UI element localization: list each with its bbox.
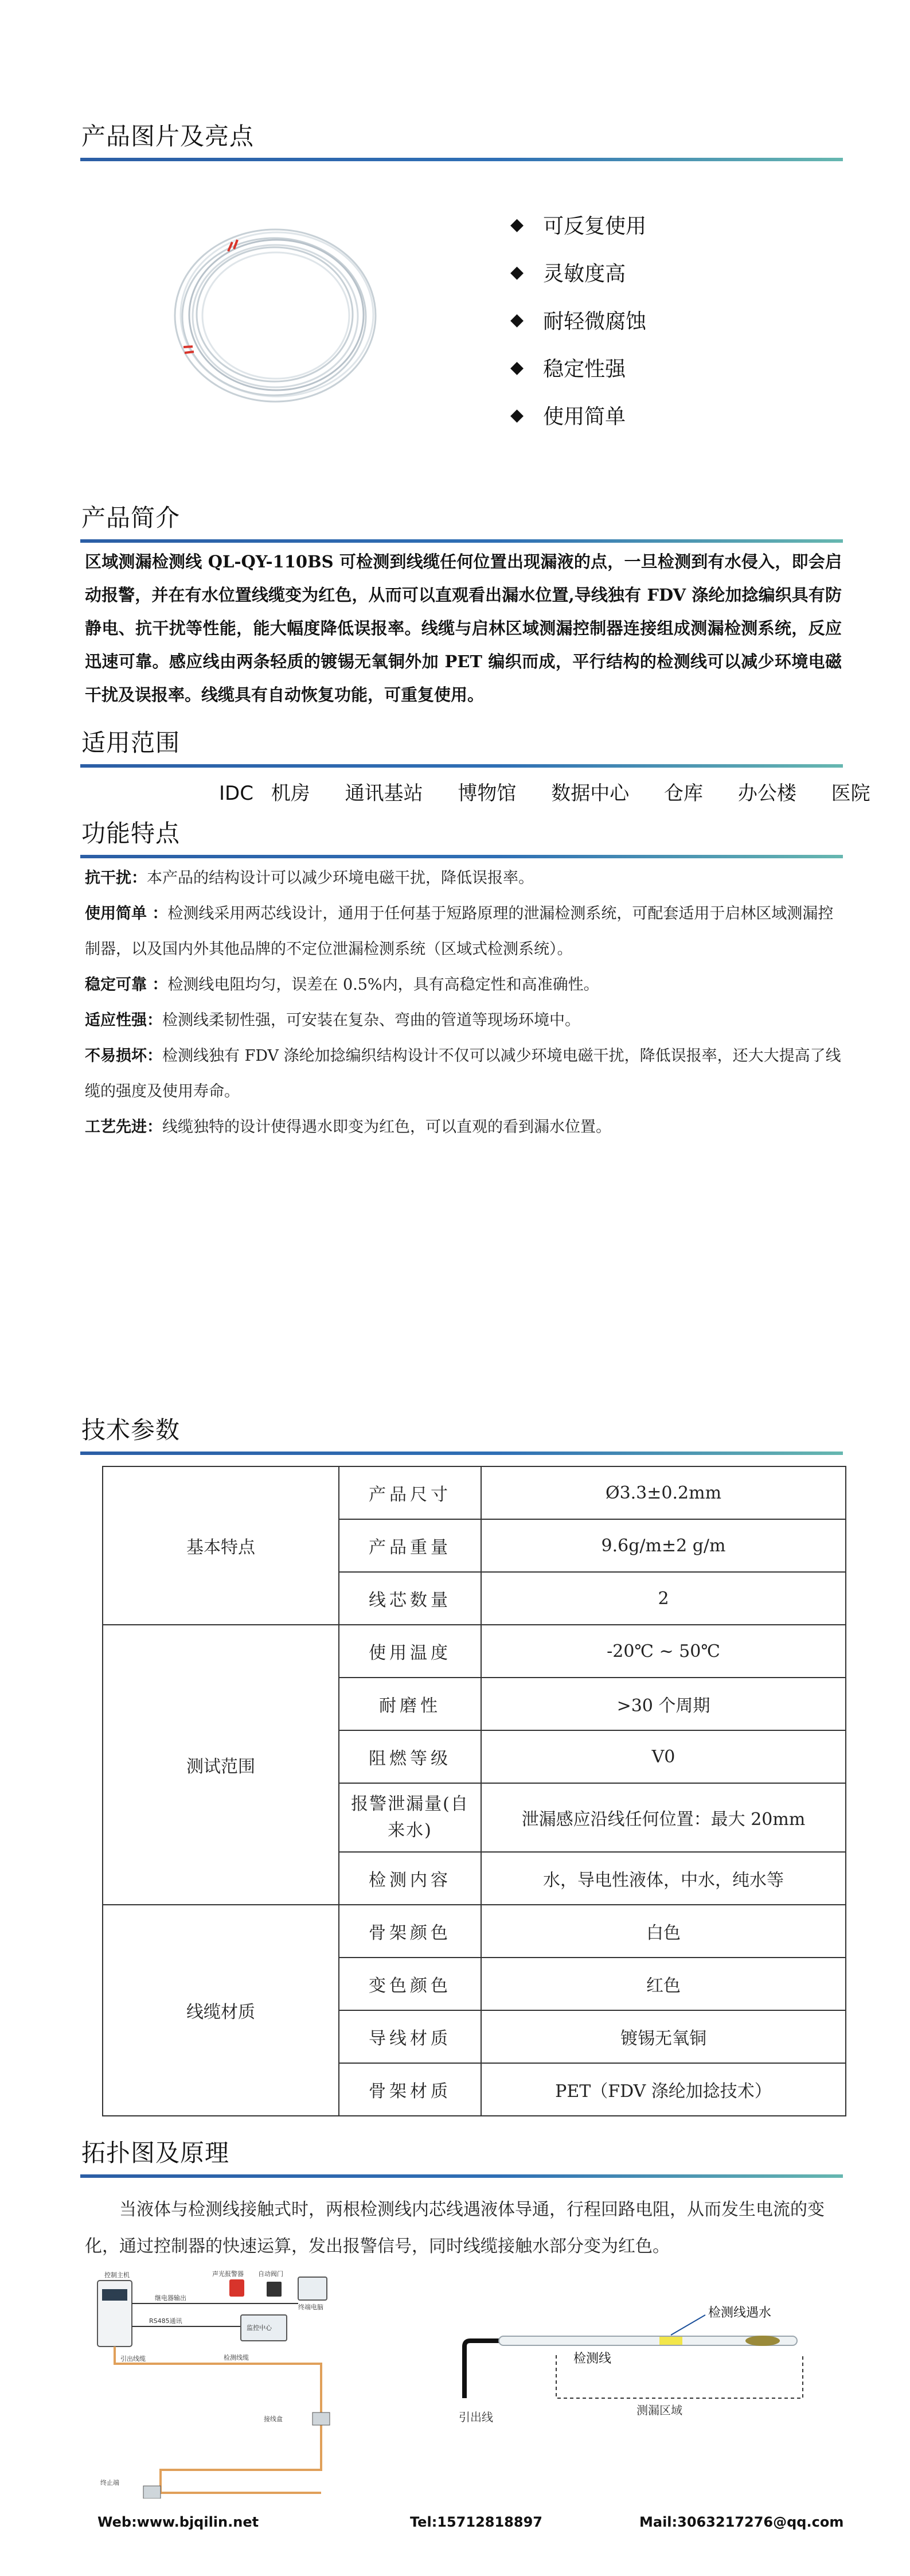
spec-category: 测试范围 [103,1625,339,1905]
section-rule [80,539,843,543]
diamond-bullet-icon: ◆ [510,357,524,378]
spec-name: 线芯数量 [339,1572,481,1625]
spec-name: 变色颜色 [339,1958,481,2010]
section-title: 产品图片及亮点 [81,122,255,150]
highlight-item: ◆ 可反复使用 [510,215,647,238]
section-topology [80,2134,843,2178]
callout-line [671,2315,705,2335]
section-rule [80,764,843,768]
spec-value: 白色 [481,1905,846,1958]
spec-name: 产品尺寸 [339,1466,481,1519]
spec-category: 线缆材质 [103,1905,339,2116]
label-junction: 接线盒 [264,2415,283,2423]
highlight-item: ◆ 稳定性强 [510,357,626,381]
section-features [80,815,843,858]
section-scope [80,724,843,768]
cable-coil-image [161,207,390,419]
section-title: 产品简介 [81,504,181,532]
spec-value: 镀锡无氧铜 [481,2010,846,2063]
spec-name: 使用温度 [339,1625,481,1678]
spec-table [102,1466,846,2116]
alarm-device [229,2279,244,2297]
label-terminal: 终端电脑 [298,2303,323,2311]
spec-value: V0 [481,1730,846,1783]
label-lead: 引出线缆 [120,2355,146,2363]
scope-item: IDC 机房 [219,782,310,805]
label-relay: 继电器输出 [155,2294,186,2302]
label-lead-wire: 引出线 [459,2410,493,2424]
footer-mail[interactable]: Mail:3063217276@qq.com [639,2514,844,2530]
spec-name: 产品重量 [339,1519,481,1572]
label-valve: 自动阀门 [258,2270,283,2278]
spec-value: 泄漏感应沿线任何位置：最大 20mm [481,1783,846,1852]
footer-web[interactable]: Web:www.bjqilin.net [97,2514,259,2530]
diamond-bullet-icon: ◆ [510,310,524,330]
spec-name: 检测内容 [339,1852,481,1905]
diamond-bullet-icon: ◆ [510,262,524,282]
spec-name: 骨架材质 [339,2063,481,2116]
spec-value: 9.6g/m±2 g/m [481,1519,846,1572]
terminal-pc [298,2277,327,2300]
label-water-detect: 检测线遇水 [708,2306,772,2320]
cable-end-cap [745,2336,780,2346]
label-alarm: 声光报警器 [212,2270,244,2278]
spec-value: Ø3.3±0.2mm [481,1466,846,1519]
label-rs485: RS485通讯 [149,2317,182,2325]
table-row [103,1466,846,1519]
scope-item: 医院 [831,782,870,805]
section-images [80,118,843,161]
scope-item: 通讯基站 [345,782,423,805]
highlight-item: ◆ 使用简单 [510,405,626,429]
spec-value: 水，导电性液体，中水，纯水等 [481,1852,846,1905]
lead-wire [464,2341,499,2398]
valve-device [267,2282,282,2297]
spec-value: -20℃ ~ 50℃ [481,1625,846,1678]
features-list [85,861,842,1145]
label-terminator: 终止端 [100,2479,119,2486]
section-title: 功能特点 [81,819,181,847]
system-topology-diagram [92,2269,356,2499]
section-rule [80,1452,843,1455]
feature-item: 工艺先进：线缆独特的设计使得遇水即变为红色，可以直观的看到漏水位置。 [85,1118,611,1136]
terminator [143,2486,161,2499]
scope-item: 数据中心 [551,782,630,805]
spec-category: 基本特点 [103,1466,339,1625]
junction-box [313,2412,330,2425]
controller-screen [102,2289,127,2301]
cable-detail-diagram [453,2301,831,2433]
diamond-bullet-icon: ◆ [510,215,524,235]
scope-list [219,777,888,806]
section-rule [80,158,843,161]
highlights-list [510,201,646,439]
label-sensor: 检测线缆 [224,2354,249,2361]
section-title: 拓扑图及原理 [81,2139,230,2167]
label-sensor-wire: 检测线 [573,2352,612,2366]
scope-item: 仓库 [664,782,704,805]
section-title: 技术参数 [81,1416,181,1444]
feature-item: 抗干扰：本产品的结构设计可以减少环境电磁干扰，降低误报率。 [85,869,534,887]
footer-tel: Tel:15712818897 [410,2514,542,2530]
topology-paragraph: 当液体与检测线接触式时，两根检测线内芯线遇液体导通，行程回路电阻，从而发生电流的变化，通过控制器的快速运算，发出报警信号，同时线缆接触水部分变为红色。 [85,2200,825,2256]
diamond-bullet-icon: ◆ [510,405,524,425]
spec-name: 骨架颜色 [339,1905,481,1958]
label-controller: 控制主机 [104,2271,130,2279]
intro-paragraph: 区域测漏检测线 QL-QY-110BS 可检测到线缆任何位置出现漏液的点，一旦检测到有水侵入，即会启动报警，并在有水位置线缆变为红色，从而可以直观看出漏水位置,导线独有 FDV 涤纶加捻编织具有防静电、抗干扰等性能，能大幅度降低误报率。线缆与启林区域测漏控制器连接组成测漏检测系统，反应迅速可靠。感应线由两条轻质的镀锡无氧铜外加 PET 编织而成，平行结构的检测线可以减少环境电磁干扰及误报率。线缆具有自动恢复功能，可重复使用。 [85,552,842,705]
spec-name: 耐磨性 [339,1678,481,1730]
section-specs [80,1411,843,1455]
section-title: 适用范围 [81,729,181,757]
feature-item: 不易损坏：检测线独有 FDV 涤纶加捻编织结构设计不仅可以减少环境电磁干扰，降低误报率，还大大提高了线缆的强度及使用寿命。 [85,1047,841,1100]
sensor-cable [161,2364,321,2493]
spec-value: PET（FDV 涤纶加捻技术） [481,2063,846,2116]
highlight-item: ◆ 耐轻微腐蚀 [510,310,647,333]
table-row [103,1905,846,1958]
spec-name: 报警泄漏量(自来水) [339,1783,481,1852]
label-monitor: 监控中心 [247,2324,272,2332]
table-row [103,1625,846,1678]
wet-zone-mark [659,2337,682,2345]
section-intro [80,499,843,543]
highlight-item: ◆ 灵敏度高 [510,262,626,286]
scope-item: 办公楼 [737,782,796,805]
spec-value: >30 个周期 [481,1678,846,1730]
section-rule [80,2174,843,2178]
spec-name: 阻燃等级 [339,1730,481,1783]
feature-item: 稳定可靠 ：检测线电阻均匀，误差在 0.5%内，具有高稳定性和高准确性。 [85,976,599,994]
label-zone: 测漏区域 [636,2403,682,2417]
feature-item: 使用简单 ：检测线采用两芯线设计，通用于任何基于短路原理的泄漏检测系统，可配套适用于启林区域测漏控制器，以及国内外其他品牌的不定位泄漏检测系统（区域式检测系统）。 [85,905,834,958]
section-rule [80,855,843,858]
spec-value: 红色 [481,1958,846,2010]
feature-item: 适应性强：检测线柔韧性强，可安装在复杂、弯曲的管道等现场环境中。 [85,1011,580,1029]
spec-value: 2 [481,1572,846,1625]
scope-item: 博物馆 [458,782,517,805]
spec-name: 导线材质 [339,2010,481,2063]
